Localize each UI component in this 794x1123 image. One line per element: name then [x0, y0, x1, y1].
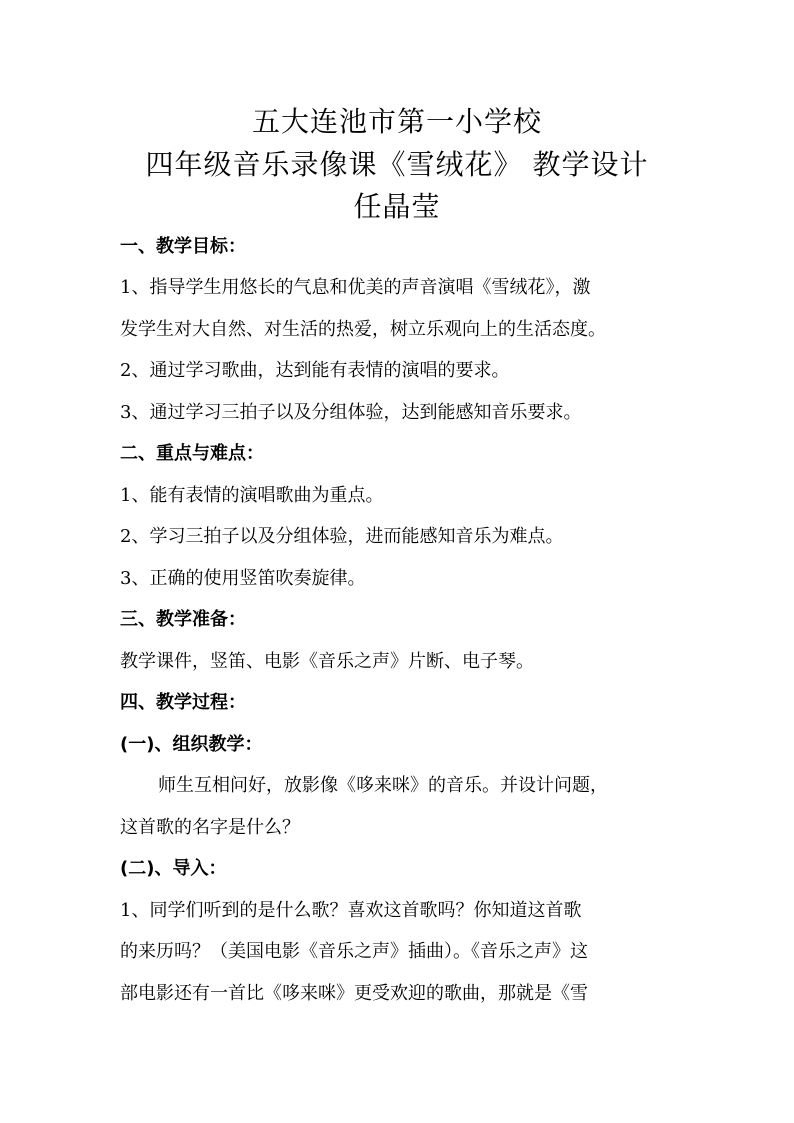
process-sub2-line-3: 部电影还有一首比《哆来咪》更受欢迎的歌曲，那就是《雪	[120, 983, 588, 1004]
course-title: 四年级音乐录像课《雪绒花》 教学设计	[145, 148, 649, 181]
process-sub1-heading: (一)、组织教学：	[120, 734, 263, 755]
process-sub2-line-2: 的来历吗？（美国电影《音乐之声》插曲）。《音乐之声》这	[120, 941, 588, 962]
goal-item-2: 2、通过学习歌曲，达到能有表情的演唱的要求。	[120, 360, 510, 381]
goal-item-1-line-2: 发学生对大自然、对生活的热爱，树立乐观向上的生活态度。	[120, 319, 606, 340]
preparation-heading: 三、教学准备：	[120, 609, 246, 630]
process-sub1-line-2: 这首歌的名字是什么？	[120, 817, 300, 838]
preparation-text: 教学课件，竖笛、电影《音乐之声》片断、电子琴。	[120, 651, 534, 672]
goals-heading: 一、教学目标：	[120, 236, 246, 257]
process-sub1-line-1: 师生互相问好，放影像《哆来咪》的音乐。并设计问题，	[158, 775, 608, 796]
process-heading: 四、教学过程：	[120, 692, 246, 713]
key-point-item-1: 1、能有表情的演唱歌曲为重点。	[120, 485, 384, 506]
key-points-heading: 二、重点与难点：	[120, 443, 264, 464]
teacher-name: 任晶莹	[353, 190, 441, 223]
goal-item-1-line-1: 1、指导学生用悠长的气息和优美的声音演唱《雪绒花》，激	[120, 277, 591, 298]
school-title: 五大连池市第一小学校	[251, 105, 542, 138]
process-sub2-line-1: 1、同学们听到的是什么歌？喜欢这首歌吗？你知道这首歌	[120, 900, 582, 921]
key-point-item-3: 3、正确的使用竖笛吹奏旋律。	[120, 568, 366, 589]
key-point-item-2: 2、学习三拍子以及分组体验，进而能感知音乐为难点。	[120, 526, 564, 547]
process-sub2-heading: (二)、导入：	[120, 858, 227, 879]
goal-item-3: 3、通过学习三拍子以及分组体验，达到能感知音乐要求。	[120, 402, 582, 423]
